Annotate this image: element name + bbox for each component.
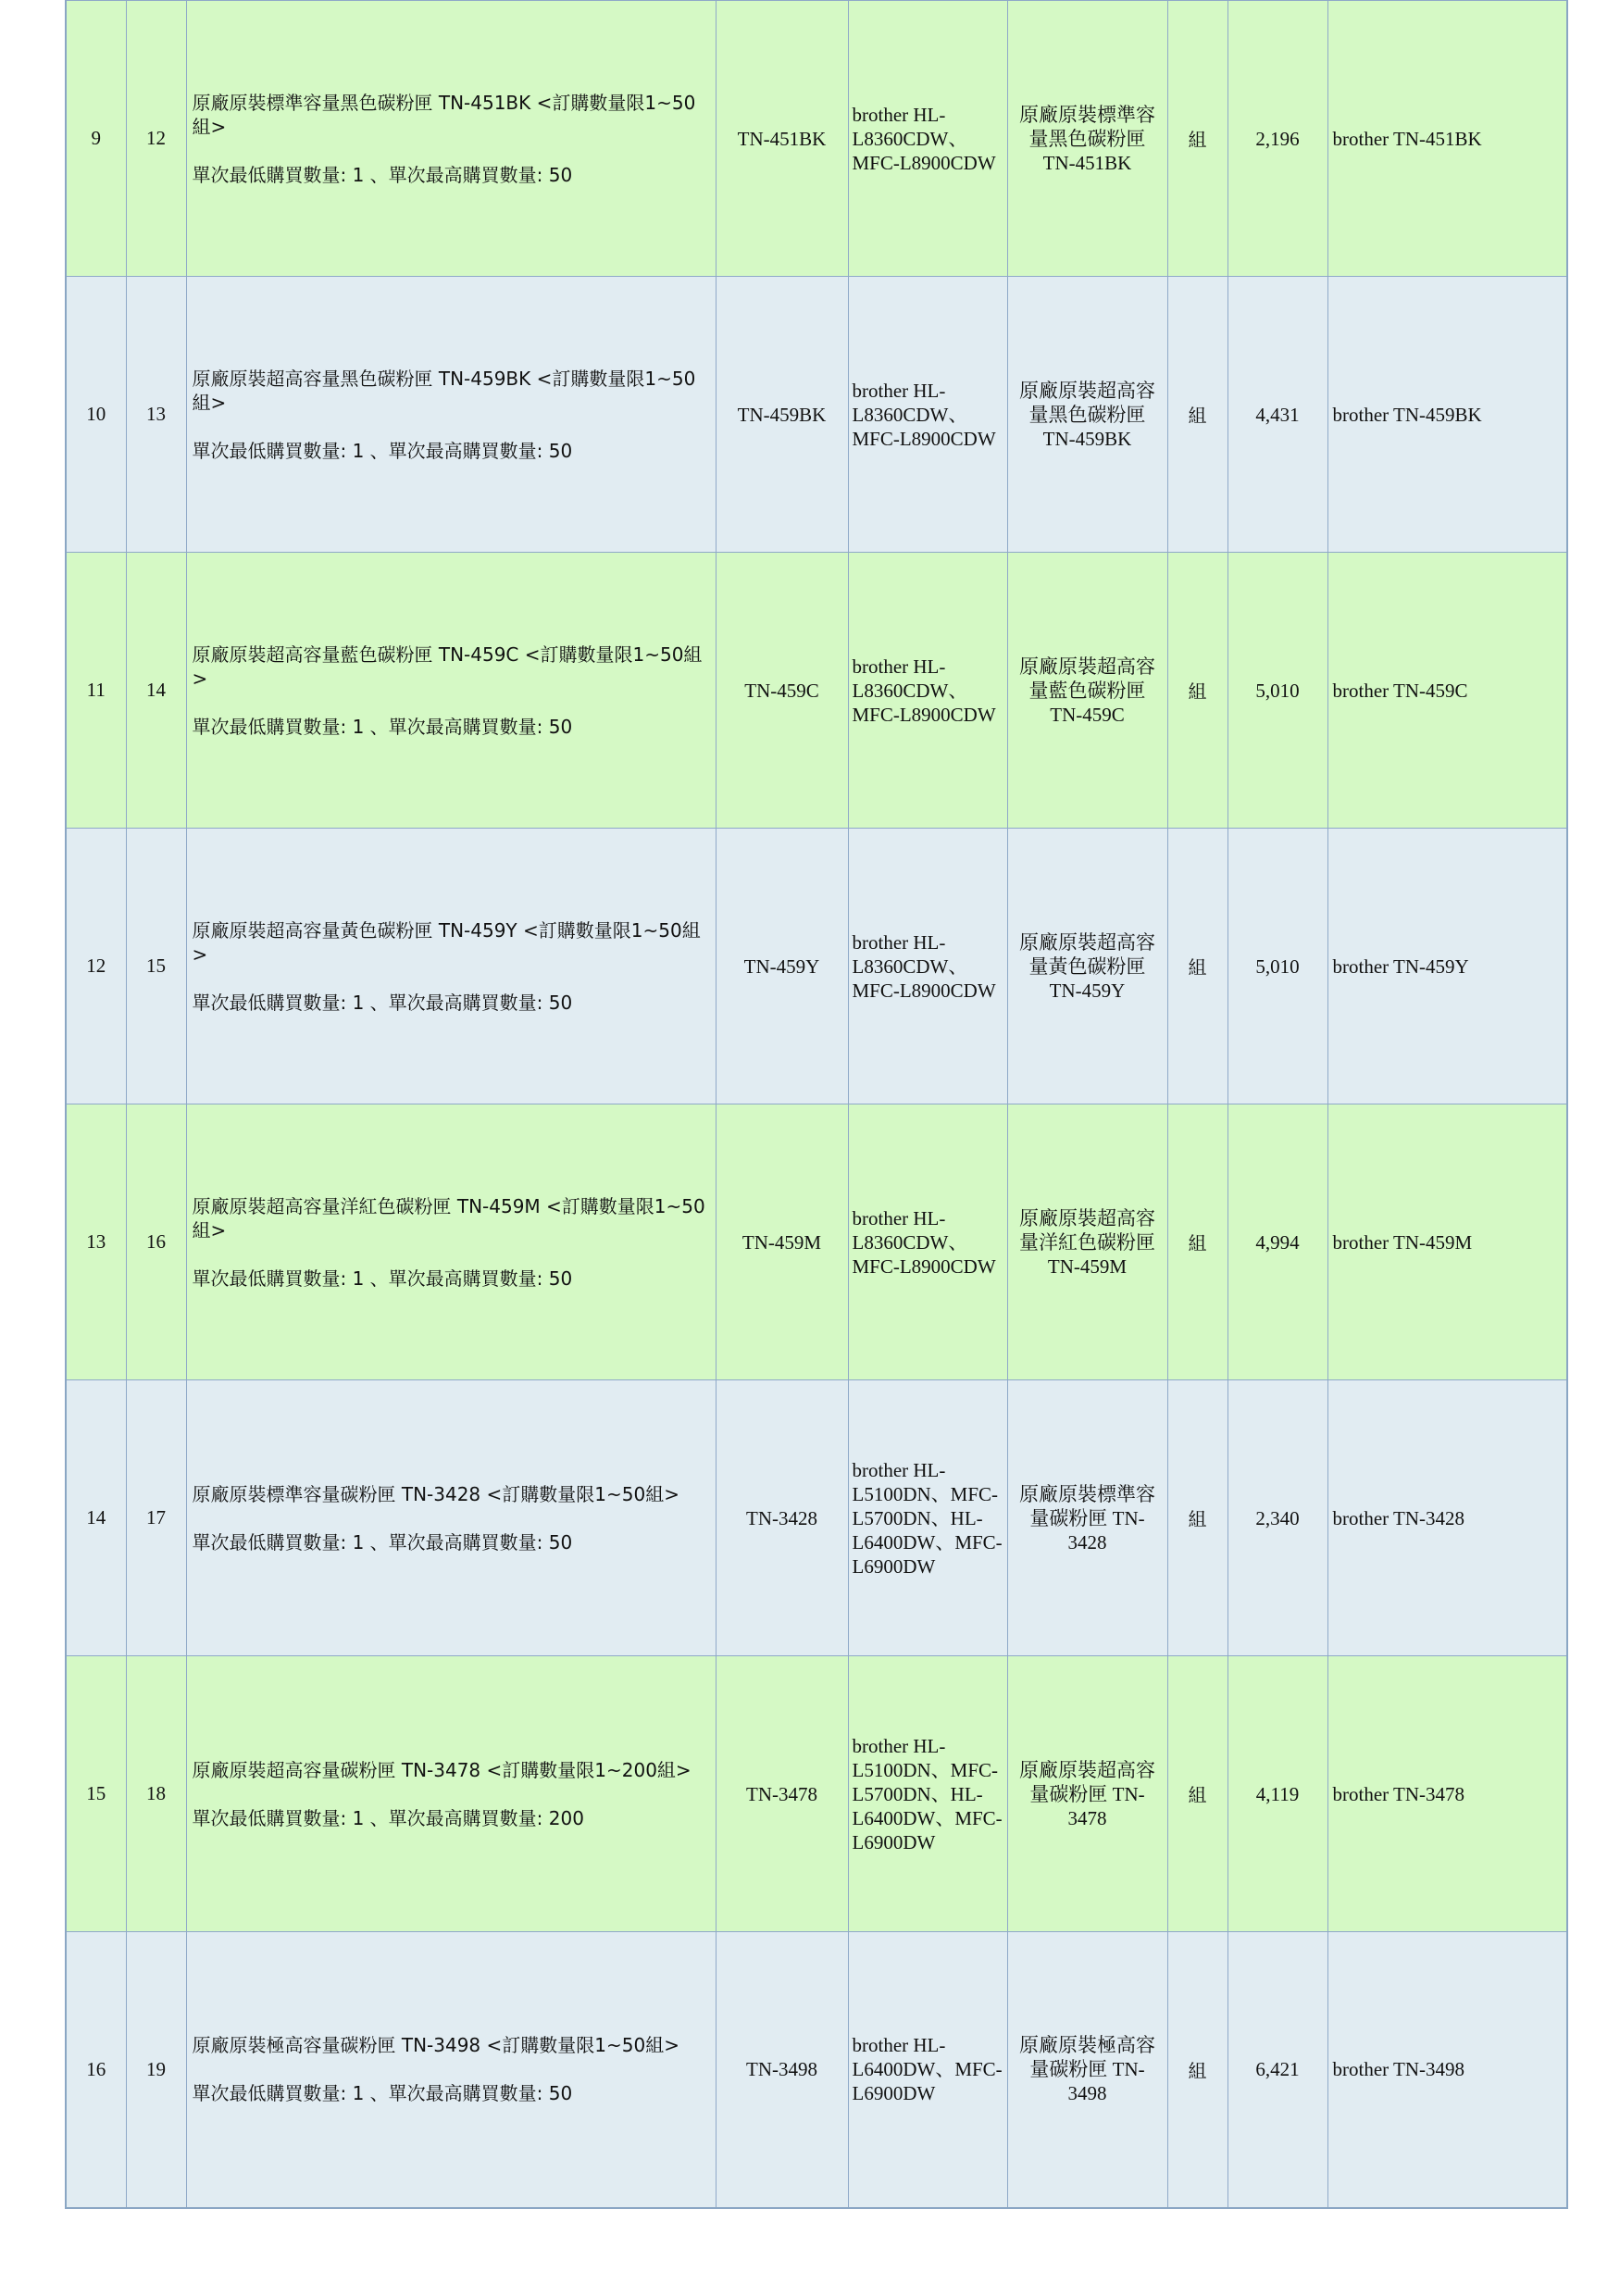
item-number: 15 [146,955,166,977]
brand-model-cell [1327,1932,1567,2208]
row-index: 10 [86,403,106,425]
compatible-printers: brother HL-L6400DW、MFC-L6900DW [852,2034,1003,2105]
model-number: TN-459M [741,1230,822,1254]
unit-cell [1167,277,1227,553]
row-index-cell [66,553,126,829]
item-number-cell [126,1104,186,1380]
item-number-cell [126,829,186,1104]
compatible-printers-cell [848,1932,1007,2208]
specification: 原廠原裝超高容量藍色碳粉匣 TN-459C [1019,655,1155,726]
brand-model: brother TN-459C [1332,679,1468,702]
unit-cell [1167,1380,1227,1656]
product-description-cell [186,1380,716,1656]
specification: 原廠原裝標準容量黑色碳粉匣 TN-451BK [1019,103,1155,174]
price: 4,119 [1255,1782,1300,1805]
unit: 組 [1188,1508,1207,1530]
row-index: 15 [86,1782,106,1804]
model-number: TN-459Y [743,955,820,978]
unit-cell [1167,553,1227,829]
brand-model: brother TN-3498 [1332,2058,1464,2081]
unit-cell [1167,1656,1227,1932]
item-number-cell [126,1,186,277]
purchase-limits: 單次最低購買數量: 1 、單次最高購買數量: 50 [192,163,573,186]
compatible-printers: brother HL-L5100DN、MFC-L5700DN、HL-L6400DW、MFC-L6900DW [852,1458,1003,1578]
brand-model: brother TN-451BK [1332,127,1482,150]
item-number-cell [126,553,186,829]
brand-model-cell [1327,1,1567,277]
brand-model-cell [1327,1656,1567,1932]
price: 5,010 [1255,679,1300,702]
table-row [66,1656,1567,1932]
product-description-cell [186,1932,716,2208]
specification-cell [1007,829,1167,1104]
purchase-limits: 單次最低購買數量: 1 、單次最高購買數量: 50 [192,1530,573,1554]
product-title: 原廠原裝標準容量碳粉匣 TN-3428 <訂購數量限1~50組> [192,1482,679,1505]
product-description-cell [186,553,716,829]
unit: 組 [1188,2059,1207,2082]
row-index-cell [66,277,126,553]
row-index-cell [66,1656,126,1932]
price-cell [1227,1380,1327,1656]
row-index-cell [66,1,126,277]
product-description-cell [186,1656,716,1932]
table-row [66,829,1567,1104]
purchase-limits: 單次最低購買數量: 1 、單次最高購買數量: 200 [192,1806,584,1829]
specification-cell [1007,1104,1167,1380]
specification: 原廠原裝超高容量洋紅色碳粉匣 TN-459M [1019,1206,1155,1278]
brand-model: brother TN-3428 [1332,1506,1464,1529]
brand-model: brother TN-459M [1332,1230,1473,1254]
item-number-cell [126,1656,186,1932]
unit: 組 [1188,680,1207,703]
item-number-cell [126,1380,186,1656]
unit-cell [1167,829,1227,1104]
product-title: 原廠原裝超高容量黃色碳粉匣 TN-459Y <訂購數量限1~50組> [192,918,701,966]
model-number: TN-3428 [746,1506,817,1529]
row-index: 11 [86,679,106,701]
table-row [66,1,1567,277]
price: 6,421 [1255,2058,1300,2081]
product-title: 原廠原裝標準容量黑色碳粉匣 TN-451BK <訂購數量限1~50組> [192,91,696,138]
purchase-limits: 單次最低購買數量: 1 、單次最高購買數量: 50 [192,991,573,1014]
model-number: TN-3478 [746,1782,817,1805]
product-title: 原廠原裝超高容量黑色碳粉匣 TN-459BK <訂購數量限1~50組> [192,367,696,414]
model-cell [716,829,848,1104]
compatible-printers: brother HL-L8360CDW、MFC-L8900CDW [852,655,996,726]
product-table [65,0,1568,2209]
compatible-printers-cell [848,1,1007,277]
product-table-page [65,0,1566,2219]
price: 2,196 [1255,127,1300,150]
compatible-printers-cell [848,553,1007,829]
purchase-limits: 單次最低購買數量: 1 、單次最高購買數量: 50 [192,715,573,738]
compatible-printers: brother HL-L5100DN、MFC-L5700DN、HL-L6400DW、MFC-L6900DW [852,1734,1003,1853]
product-description-cell [186,1104,716,1380]
purchase-limits: 單次最低購買數量: 1 、單次最高購買數量: 50 [192,1267,573,1290]
specification-cell [1007,277,1167,553]
model-cell [716,1,848,277]
unit: 組 [1188,1784,1207,1806]
price-cell [1227,553,1327,829]
unit-cell [1167,1932,1227,2208]
product-description-cell [186,277,716,553]
product-description-cell [186,829,716,1104]
product-title: 原廠原裝超高容量藍色碳粉匣 TN-459C <訂購數量限1~50組> [192,643,703,690]
specification-cell [1007,1656,1167,1932]
compatible-printers-cell [848,1104,1007,1380]
compatible-printers: brother HL-L8360CDW、MFC-L8900CDW [852,379,996,450]
brand-model-cell [1327,277,1567,553]
model-cell [716,1656,848,1932]
specification-cell [1007,553,1167,829]
item-number: 13 [146,403,166,425]
specification: 原廠原裝超高容量黑色碳粉匣 TN-459BK [1019,379,1155,450]
compatible-printers-cell [848,1380,1007,1656]
product-title: 原廠原裝超高容量碳粉匣 TN-3478 <訂購數量限1~200組> [192,1758,692,1781]
specification: 原廠原裝標準容量碳粉匣 TN-3428 [1019,1482,1155,1554]
model-cell [716,1932,848,2208]
specification: 原廠原裝極高容量碳粉匣 TN-3498 [1019,2034,1155,2105]
price: 5,010 [1255,955,1300,978]
brand-model: brother TN-459BK [1332,403,1482,426]
model-cell [716,553,848,829]
price: 4,994 [1255,1230,1300,1254]
model-number: TN-459C [744,679,819,702]
brand-model: brother TN-3478 [1332,1782,1464,1805]
item-number-cell [126,277,186,553]
model-number: TN-459BK [737,403,827,426]
item-number: 12 [146,127,166,149]
unit: 組 [1188,1232,1207,1254]
item-number: 17 [146,1506,166,1529]
item-number: 14 [146,679,166,701]
row-index: 16 [86,2057,106,2080]
compatible-printers: brother HL-L8360CDW、MFC-L8900CDW [852,103,996,174]
price: 4,431 [1255,403,1300,426]
brand-model-cell [1327,1104,1567,1380]
unit: 組 [1188,956,1207,979]
row-index: 14 [86,1506,106,1529]
compatible-printers-cell [848,1656,1007,1932]
table-body [66,1,1567,2208]
compatible-printers-cell [848,277,1007,553]
price-cell [1227,1932,1327,2208]
brand-model-cell [1327,1380,1567,1656]
row-index: 13 [86,1230,106,1253]
product-description-cell [186,1,716,277]
row-index-cell [66,1380,126,1656]
brand-model-cell [1327,553,1567,829]
compatible-printers-cell [848,829,1007,1104]
table-row [66,553,1567,829]
price-cell [1227,1104,1327,1380]
purchase-limits: 單次最低購買數量: 1 、單次最高購買數量: 50 [192,439,573,462]
unit: 組 [1188,129,1207,151]
model-cell [716,277,848,553]
unit-cell [1167,1,1227,277]
specification-cell [1007,1380,1167,1656]
compatible-printers: brother HL-L8360CDW、MFC-L8900CDW [852,1206,996,1278]
row-index-cell [66,829,126,1104]
brand-model: brother TN-459Y [1332,955,1469,978]
specification-cell [1007,1,1167,277]
table-row [66,1380,1567,1656]
row-index-cell [66,1104,126,1380]
item-number: 16 [146,1230,166,1253]
price-cell [1227,1,1327,277]
table-row [66,1104,1567,1380]
price-cell [1227,1656,1327,1932]
specification: 原廠原裝超高容量黃色碳粉匣 TN-459Y [1019,930,1155,1002]
specification-cell [1007,1932,1167,2208]
specification: 原廠原裝超高容量碳粉匣 TN-3478 [1019,1758,1155,1829]
model-number: TN-451BK [737,127,827,150]
model-number: TN-3498 [746,2058,817,2081]
item-number: 18 [146,1782,166,1804]
compatible-printers: brother HL-L8360CDW、MFC-L8900CDW [852,930,996,1002]
purchase-limits: 單次最低購買數量: 1 、單次最高購買數量: 50 [192,2082,573,2105]
table-row [66,277,1567,553]
price-cell [1227,829,1327,1104]
model-cell [716,1380,848,1656]
item-number: 19 [146,2057,166,2080]
price: 2,340 [1255,1506,1300,1529]
product-title: 原廠原裝極高容量碳粉匣 TN-3498 <訂購數量限1~50組> [192,2034,679,2057]
table-row [66,1932,1567,2208]
price-cell [1227,277,1327,553]
unit-cell [1167,1104,1227,1380]
unit: 組 [1188,405,1207,427]
item-number-cell [126,1932,186,2208]
row-index-cell [66,1932,126,2208]
brand-model-cell [1327,829,1567,1104]
row-index: 9 [91,127,101,149]
row-index: 12 [86,955,106,977]
model-cell [716,1104,848,1380]
product-title: 原廠原裝超高容量洋紅色碳粉匣 TN-459M <訂購數量限1~50組> [192,1194,705,1242]
